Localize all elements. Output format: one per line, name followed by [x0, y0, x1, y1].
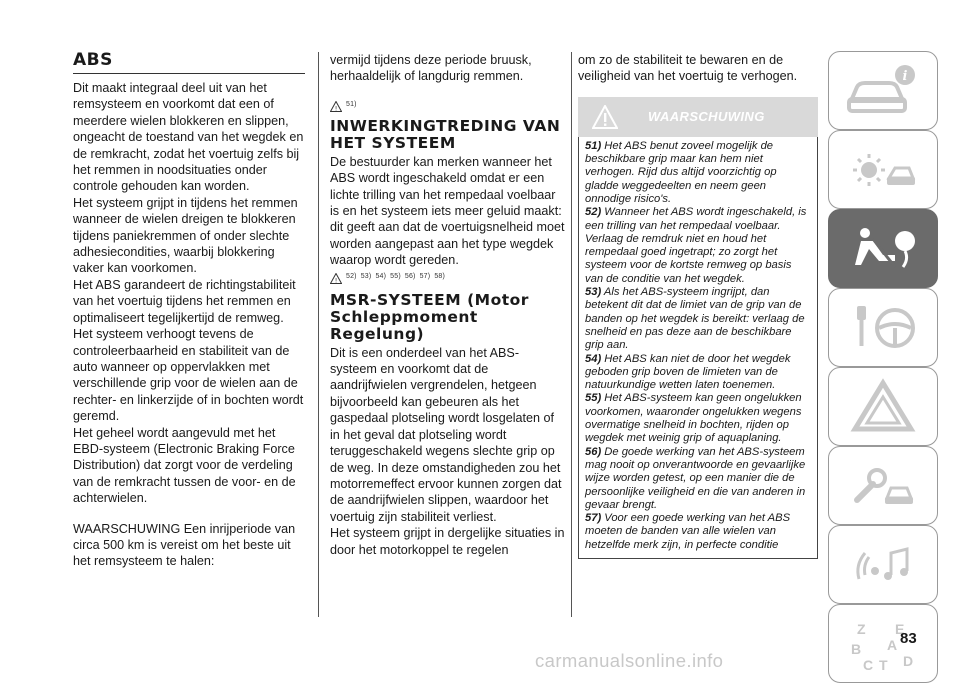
- warning-number: 51): [585, 139, 602, 152]
- index-letter: Z: [857, 620, 866, 637]
- warning-triangle-icon: [843, 377, 923, 437]
- key-steering-wheel-icon: [843, 298, 923, 358]
- index-letter: C: [863, 656, 874, 673]
- tab-multimedia[interactable]: [828, 525, 938, 604]
- warning-number: 52): [585, 206, 602, 219]
- warning-ref: 54): [375, 272, 387, 280]
- warning-ref: 58): [434, 272, 446, 280]
- warning-number: 54): [585, 352, 602, 365]
- warning-item: [585, 140, 811, 206]
- warning-text: Wanneer het ABS wordt ingeschakeld, is een trilling van het rempedaal voelbaar. Verlaag de remdruk niet en houd het rempedaal goed ingetrapt; zo zorgt het systeem voor de kortste remweg op basis van de conditie van het wegdek.: [585, 206, 807, 285]
- multimedia-icon: [843, 535, 923, 595]
- tab-safety[interactable]: [828, 209, 938, 288]
- heading-inwerkingtreding: INWERKINGTREDING VAN HET SYSTEEM: [330, 116, 561, 152]
- abs-paragraph-5: Het geheel wordt aangevuld met het EBD-systeem (Electronic Braking Force Distribution) dat zorgt voor de verdeling van de remkracht tussen de voor- en de achterwielen.: [73, 425, 296, 506]
- warning-text: Voor een goede werking van het ABS moeten de banden van alle wielen van hetzelfde merk zijn, in perfecte conditie: [585, 512, 791, 551]
- index-letter: E: [895, 620, 905, 637]
- paragraph-gap: [73, 507, 305, 521]
- tab-starting-driving[interactable]: [828, 288, 938, 367]
- break-in-paragraph: WAARSCHUWING Een inrijperiode van circa 500 km is vereist om het beste uit het remsysteem te halen:: [73, 521, 296, 569]
- warning-number: 55): [585, 392, 602, 405]
- abs-paragraph-3: Het ABS garandeert de richtingstabiliteit van het voertuig tijdens het remmen en optimaliseert tegelijkertijd de remweg.: [73, 277, 296, 325]
- warning-triangle-icon: [330, 101, 342, 112]
- warning-item: [585, 206, 811, 286]
- warning-ref: 57): [419, 272, 431, 280]
- page-number: 83: [900, 630, 917, 647]
- column-1: [73, 52, 305, 570]
- svg-text:!: !: [334, 104, 338, 112]
- warning-number: 56): [585, 445, 602, 458]
- tab-maintenance[interactable]: [828, 446, 938, 525]
- svg-text:i: i: [902, 68, 908, 84]
- abs-paragraph-4: Het systeem verhoogt tevens de controleerbaarheid en stabiliteit van de auto wanneer op oppervlakken met verschillende grip voor de wielen aan de rechter- en linkerzijde of in bochten wordt geremd.: [73, 327, 304, 424]
- seat-airbag-icon: [843, 219, 923, 279]
- warning-item: [585, 446, 811, 512]
- col2-paragraph-1: De bestuurder kan merken wanneer het ABS wordt ingeschakeld omdat er een lichte trilling van het rempedaal voelbaar is en het systeem iets meer geluid maakt: dit geeft aan dat de voertuigsnelheid moet worden aangepast aan het type wegdek waarop wordt gereden.: [330, 154, 565, 268]
- column-divider-1: [318, 52, 319, 617]
- warning-refs-b: [330, 273, 565, 284]
- warning-triangle-icon: [330, 273, 342, 284]
- warning-number: 57): [585, 512, 602, 525]
- col2-intro: vermijd tijdens deze periode bruusk, herhaaldelijk of langdurig remmen.: [330, 53, 532, 84]
- warning-text: De goede werking van het ABS-systeem mag nooit op onverantwoorde en gevaarlijke wijze worden getest, op een manier die de persoonlijke veiligheid en die van anderen in gevaar brengt.: [585, 445, 806, 511]
- wrench-car-icon: [843, 456, 923, 516]
- warning-ref: 51): [346, 100, 357, 108]
- chapter-tabs: [828, 51, 938, 683]
- col2-paragraph-2: Dit is een onderdeel van het ABS-systeem en voorkomt dat de aandrijfwielen vergrendelen, hetgeen bijvoorbeeld kan gebeuren als het gaspedaal plotseling wordt losgelaten of in het geval dat plotseling wordt teruggeschakeld wegens slechte grip op de weg. In deze omstandigheden zou het motorremeffect ervoor kunnen zorgen dat de aandrijfwielen slippen, waardoor het voertuig zijn stabiliteit verliest.: [330, 345, 562, 524]
- index-letter: D: [903, 652, 914, 669]
- section-title-abs: ABS: [73, 50, 113, 70]
- tab-index[interactable]: [828, 604, 938, 683]
- abs-paragraph-1: Dit maakt integraal deel uit van het remsysteem en voorkomt dat een of meerdere wielen blokkeren en slippen, ongeacht de toestand van het wegdek en de remkracht, zodat het voertuig zelfs bij het remmen in noodsituaties onder controle gehouden kan worden.: [73, 81, 304, 194]
- warning-title: WAARSCHUWING: [648, 108, 765, 124]
- tab-emergency[interactable]: [828, 367, 938, 446]
- index-letter: B: [851, 640, 862, 657]
- warning-text: Als het ABS-systeem ingrijpt, dan betekent dit dat de limiet van de grip van de banden op het wegdek is bereikt: verlaag de snelheid en pas deze aan de beschikbare grip aan.: [585, 286, 805, 352]
- warning-item: [585, 286, 811, 352]
- warning-header: [578, 97, 818, 137]
- column-3: [578, 52, 818, 559]
- column-2: [330, 52, 565, 558]
- tab-dashboard-lights[interactable]: [828, 130, 938, 209]
- col3-intro: om zo de stabiliteit te bewaren en de veiligheid van het voertuig te verhogen.: [578, 53, 798, 84]
- warning-number: 53): [585, 286, 602, 299]
- abs-paragraph-2: Het systeem grijpt in tijdens het remmen wanneer de wielen dreigen te blokkeren tijdens paniekremmen of onder slechte adhesiecondities, waarbij blokkering vaker kan voorkomen.: [73, 195, 298, 276]
- column-divider-2: [571, 52, 572, 617]
- warning-refs-a: [330, 101, 565, 112]
- tab-car-info[interactable]: [828, 51, 938, 130]
- index-letter: A: [887, 636, 898, 653]
- title-divider: [73, 73, 305, 74]
- warning-ref: 52): [346, 272, 357, 280]
- warning-item: [585, 353, 811, 393]
- warning-text: Het ABS benut zoveel mogelijk de beschikbare grip maar kan hem niet verhogen. Rijd dus altijd voorzichtig op gladde weggedeelten en neem geen onnodige risico's.: [585, 139, 777, 205]
- svg-text:!: !: [334, 275, 338, 284]
- dashboard-lights-icon: [843, 140, 923, 200]
- index-letter: T: [879, 656, 888, 673]
- warning-text: Het ABS kan niet de door het wegdek geboden grip boven de limieten van de natuurkundige wetten laten toenemen.: [585, 352, 791, 392]
- warning-box: [578, 137, 818, 559]
- warning-triangle-icon: [592, 105, 618, 129]
- watermark: carmanualsonline.info: [535, 650, 724, 671]
- warning-item: [585, 512, 811, 552]
- car-info-icon: [843, 61, 923, 121]
- warning-item: [585, 392, 811, 445]
- warning-ref: 55): [390, 272, 401, 280]
- col2-paragraph-3: Het systeem grijpt in dergelijke situaties in door het motorkoppel te regelen: [330, 526, 565, 557]
- warning-ref: 53): [360, 272, 372, 280]
- warning-text: Het ABS-systeem kan geen ongelukken voorkomen, waaronder ongelukken wegens overmatige snelheid in bochten, rijden op wegdek met weinig grip of aquaplaning.: [585, 392, 802, 445]
- warning-ref: 56): [404, 272, 416, 280]
- heading-msr-systeem: MSR-SYSTEEM (Motor Schleppmoment Regelung): [330, 290, 529, 343]
